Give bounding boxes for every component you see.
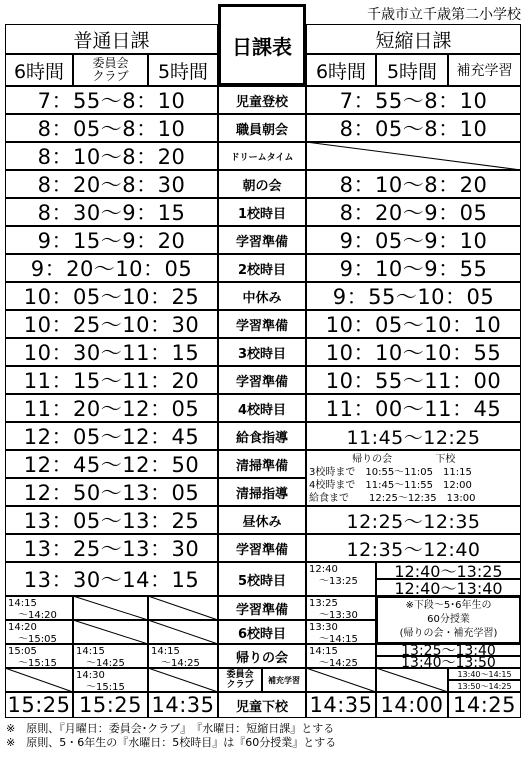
short-time-cell: 10：10〜10：55 bbox=[306, 338, 521, 366]
header-short-five: 5時間 bbox=[376, 54, 448, 86]
club-time: 14:15 〜14:25 bbox=[73, 644, 148, 668]
supplement-dismissal: 14:25 bbox=[448, 692, 521, 718]
event-cell: 学習準備 bbox=[218, 226, 306, 254]
event-cell: 清掃準備 bbox=[218, 450, 306, 478]
short-six-time: 13:25 〜13:30 bbox=[306, 596, 376, 620]
normal-six-time: 15:05 〜15:15 bbox=[5, 644, 73, 668]
event-cell: 5校時目 bbox=[218, 562, 306, 596]
event-cell: 学習準備 bbox=[218, 310, 306, 338]
short-six-dismissal: 14:35 bbox=[306, 692, 376, 718]
header-supplement: 補充学習 bbox=[448, 54, 521, 86]
normal-time-cell: 12：05〜12：45 bbox=[5, 422, 218, 450]
event-cell: 学習準備 bbox=[218, 596, 306, 620]
club-dismissal: 15:25 bbox=[73, 692, 148, 718]
event-cell: 学習準備 bbox=[218, 366, 306, 394]
event-cell: ドリームタイム bbox=[218, 142, 306, 170]
normal-time-cell: 8：05〜8：10 bbox=[5, 114, 218, 142]
footnote: ※ 原則、5・6年生の『水曜日：5校時目』は『60分授業』とする bbox=[6, 736, 337, 749]
event-cell: 4校時目 bbox=[218, 394, 306, 422]
event-cell: 3校時目 bbox=[218, 338, 306, 366]
short-five-time-a: 13:25〜13:40 bbox=[376, 644, 521, 656]
short-five-time-a: 12:40〜13:25 bbox=[376, 562, 521, 579]
normal-time-cell: 8：20〜8：30 bbox=[5, 170, 218, 198]
normal-time-cell: 10：05〜10：25 bbox=[5, 282, 218, 310]
short-six-time: 12:40 〜13:25 bbox=[306, 562, 376, 596]
normal-time-cell: 7：55〜8：10 bbox=[5, 86, 218, 114]
event-cell: 1校時目 bbox=[218, 198, 306, 226]
normal-time-cell: 10：30〜11：15 bbox=[5, 338, 218, 366]
header-club: 委員会 クラブ bbox=[73, 54, 148, 86]
normal-time-cell: 13：25〜13：30 bbox=[5, 534, 218, 562]
normal-time-cell: 12：50〜13：05 bbox=[5, 478, 218, 506]
short-five-dismissal: 14:00 bbox=[376, 692, 448, 718]
normal-six-time: 14:15 〜14:20 bbox=[5, 596, 73, 620]
header-six: 6時間 bbox=[5, 54, 73, 86]
event-cell: 朝の会 bbox=[218, 170, 306, 198]
short-time-cell: 8：10〜8：20 bbox=[306, 170, 521, 198]
event-cell: 児童登校 bbox=[218, 86, 306, 114]
school-name: 千歳市立千歳第二小学校 bbox=[367, 7, 521, 23]
normal-time-cell: 12：45〜12：50 bbox=[5, 450, 218, 478]
event-cell: 職員朝会 bbox=[218, 114, 306, 142]
event-cell: 給食指導 bbox=[218, 422, 306, 450]
event-cell: 帰りの会 bbox=[218, 644, 306, 668]
event-club: 委員会 クラブ bbox=[218, 668, 262, 692]
short-five-time-b: 12:40〜13:40 bbox=[376, 579, 521, 596]
event-cell: 学習準備 bbox=[218, 534, 306, 562]
header-short: 短縮日課 bbox=[306, 24, 521, 54]
normal-time-cell: 11：20〜12：05 bbox=[5, 394, 218, 422]
short-time-cell: 12:35〜12:40 bbox=[306, 534, 521, 562]
event-cell: 児童下校 bbox=[218, 692, 306, 718]
header-normal: 普通日課 bbox=[5, 24, 218, 54]
short-time-cell: 11：00〜11：45 bbox=[306, 394, 521, 422]
short-time-cell: 10：55〜11：00 bbox=[306, 366, 521, 394]
normal-five-time: 14:15 〜14:25 bbox=[148, 644, 218, 668]
short-time-cell: 10：05〜10：10 bbox=[306, 310, 521, 338]
header-five: 5時間 bbox=[148, 54, 218, 86]
page-title: 日課表 bbox=[218, 4, 306, 86]
footnote: ※ 原則、『月曜日：委員会･クラブ』 『水曜日：短縮日課』とする bbox=[6, 722, 335, 735]
short-time-cell: 11:45〜12:25 bbox=[306, 422, 521, 450]
cleaning-schedule-box: 帰りの会 下校 3校時まで 10:55〜11:05 11:15 4校時まで 11:45〜11:55 12:00 給食まで 12:25〜12:35 13:00 bbox=[306, 450, 521, 506]
normal-time-cell: 13：05〜13：25 bbox=[5, 506, 218, 534]
short-time-cell: 9：05〜9：10 bbox=[306, 226, 521, 254]
supplement-time-b: 13:50〜14:25 bbox=[448, 680, 521, 692]
short-time-cell: 12:25〜12:35 bbox=[306, 506, 521, 534]
short-six-time: 13:30 〜14:15 bbox=[306, 620, 376, 644]
club-time: 14:30 〜15:15 bbox=[73, 668, 148, 692]
normal-five-dismissal: 14:35 bbox=[148, 692, 218, 718]
event-cell: 6校時目 bbox=[218, 620, 306, 644]
event-cell: 2校時目 bbox=[218, 254, 306, 282]
event-cell: 昼休み bbox=[218, 506, 306, 534]
short-time-cell: 9：10〜9：55 bbox=[306, 254, 521, 282]
short-time-cell: 8：20〜9：05 bbox=[306, 198, 521, 226]
event-supplement: 補充学習 bbox=[262, 668, 306, 692]
short-six-time: 14:15 〜14:25 bbox=[306, 644, 376, 668]
short-five-time-b: 13:40〜13:50 bbox=[376, 656, 521, 668]
normal-time-cell: 13：30〜14：15 bbox=[5, 562, 218, 596]
normal-time-cell: 8：30〜9：15 bbox=[5, 198, 218, 226]
event-cell: 中休み bbox=[218, 282, 306, 310]
short-time-cell: 9：55〜10：05 bbox=[306, 282, 521, 310]
short-time-cell: 8：05〜8：10 bbox=[306, 114, 521, 142]
header-short-six: 6時間 bbox=[306, 54, 376, 86]
sixty-minute-note: ※下段〜5･6年生の 60分授業 (帰りの会・補充学習) bbox=[376, 596, 521, 644]
supplement-time-a: 13:40〜14:15 bbox=[448, 668, 521, 680]
normal-six-dismissal: 15:25 bbox=[5, 692, 73, 718]
normal-six-time: 14:20 〜15:05 bbox=[5, 620, 73, 644]
normal-time-cell: 10：25〜10：30 bbox=[5, 310, 218, 338]
normal-time-cell: 8：10〜8：20 bbox=[5, 142, 218, 170]
normal-time-cell: 9：15〜9：20 bbox=[5, 226, 218, 254]
short-time-cell: 7：55〜8：10 bbox=[306, 86, 521, 114]
normal-time-cell: 9：20〜10：05 bbox=[5, 254, 218, 282]
event-cell: 清掃指導 bbox=[218, 478, 306, 506]
normal-time-cell: 11：15〜11：20 bbox=[5, 366, 218, 394]
